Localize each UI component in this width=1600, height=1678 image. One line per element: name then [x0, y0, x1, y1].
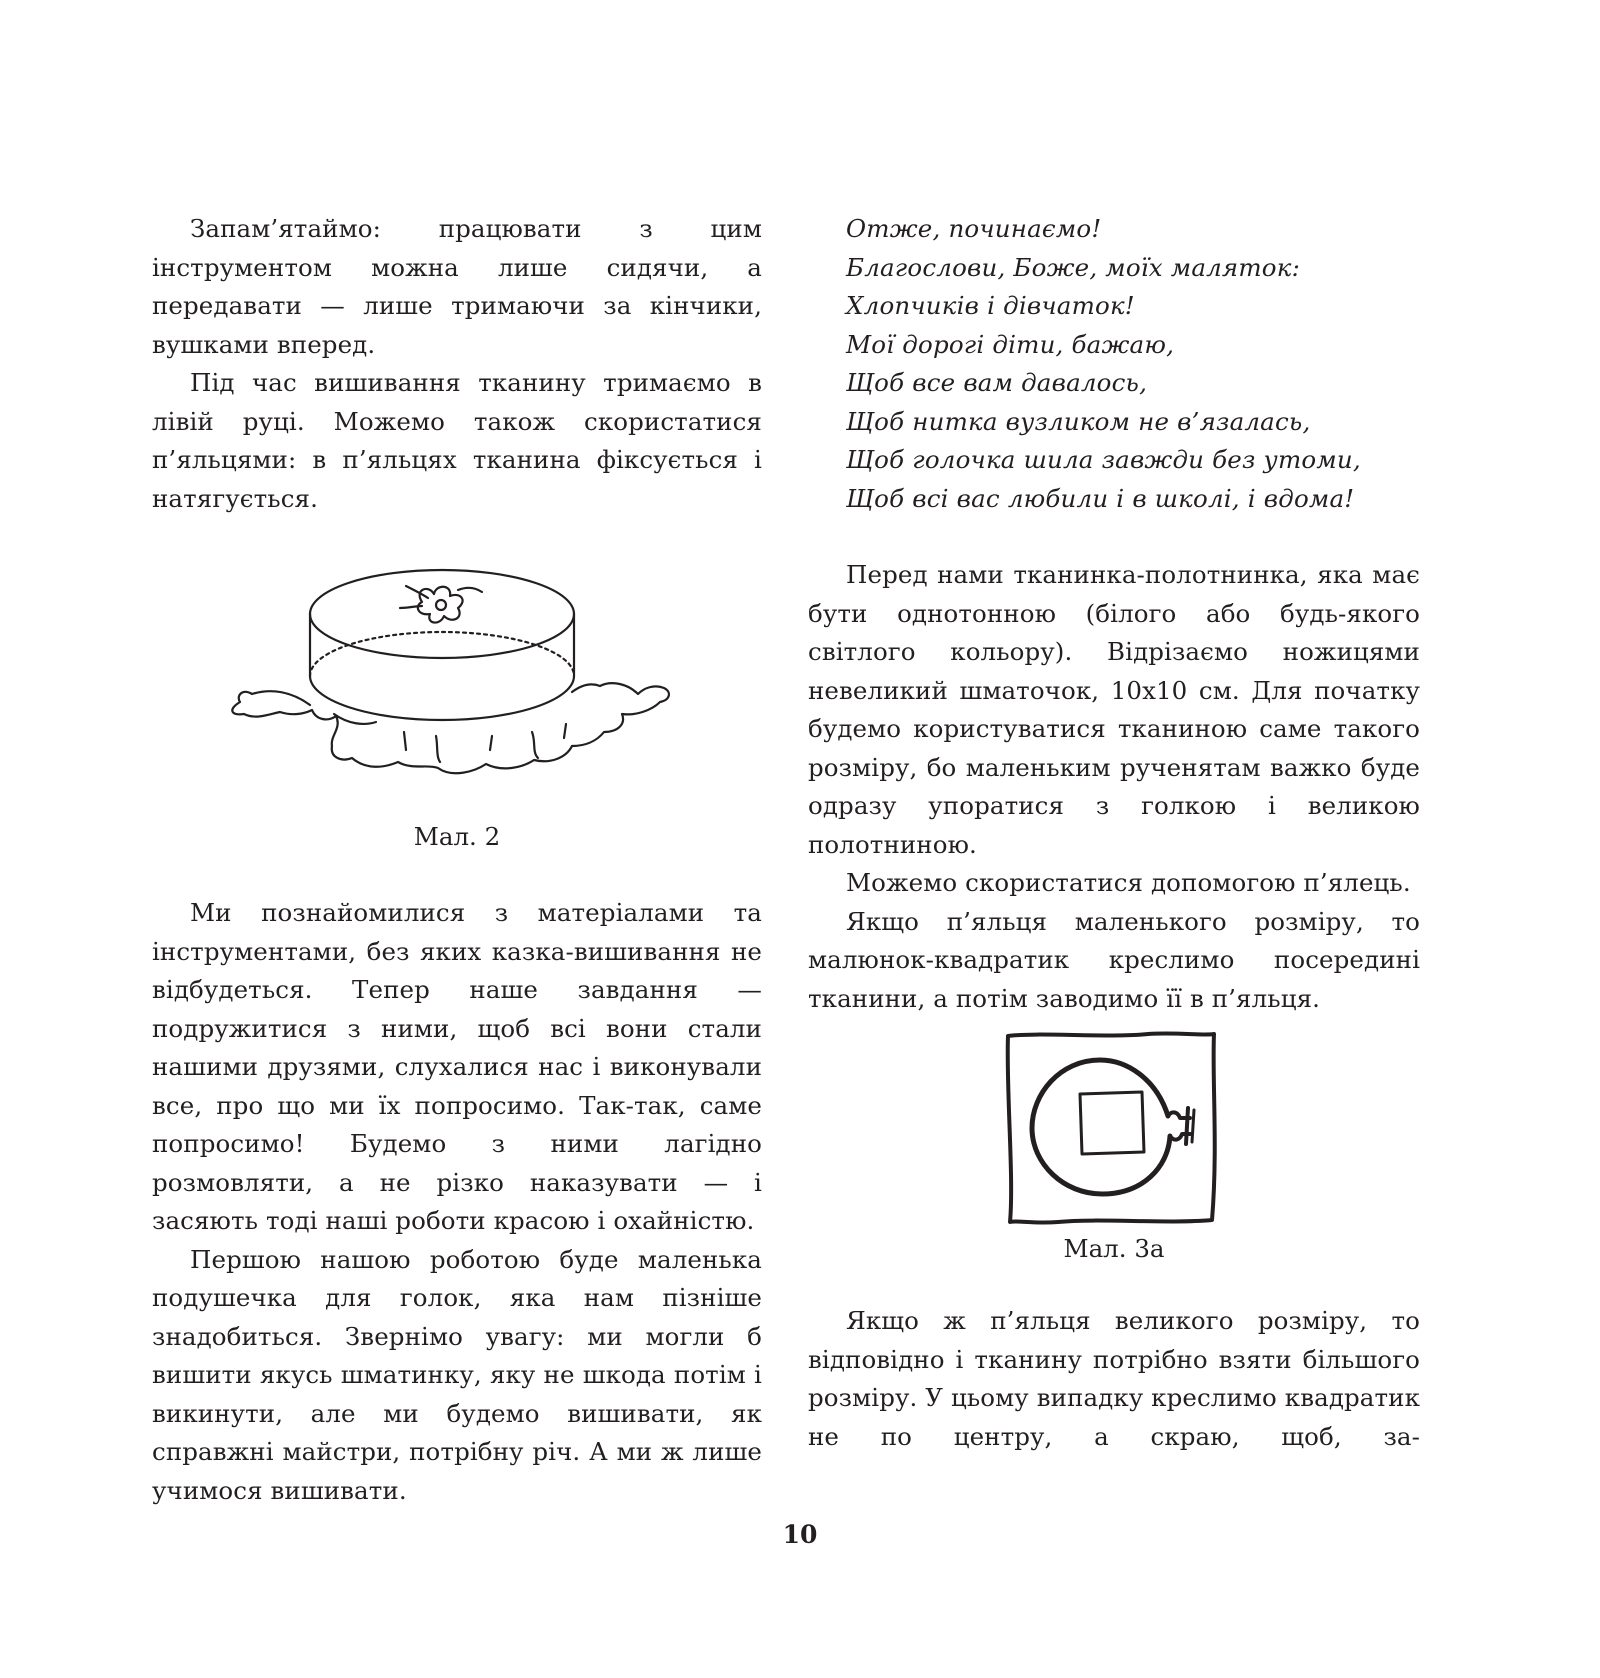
poem-line: Мої дорогі діти, бажаю,: [846, 329, 1175, 359]
figure-caption: Мал. 2: [413, 822, 501, 851]
paragraph: Можемо скористатися допомогою п’ялець.: [846, 868, 1411, 897]
right-column: [808, 210, 1420, 1456]
paragraph: Першою нашою роботою буде маленька подушечка для голок, яка нам пізніше знадобиться. Звернімо увагу: ми могли б вишити якусь шматинку, яку не шкода потім і викинути, але ми будемо вишивати, як справжні майстри, потрібну річ. А ми ж лише учимося вишивати.: [152, 1244, 762, 1505]
left-column: [152, 210, 762, 1510]
poem-line: Благослови, Боже, моїх маляток:: [846, 252, 1301, 282]
hoop-on-fabric-illustration: [152, 564, 762, 804]
paragraph: Перед нами тканинка-полотнинка, яка має бути однотонною (білого або будь-якого світлого кольору). Відрізаємо ножицями невеликий шматочок, 10х10 см. Для початку будемо користуватися тканиною саме такого розміру, бо маленьким рученятам важко буде одразу упоратися з голкою і великою полотниною.: [808, 560, 1420, 859]
poem-line: Щоб нитка вузликом не в’язалась,: [846, 406, 1311, 436]
poem-line: Хлопчиків і дівчаток!: [846, 291, 1135, 320]
poem: [846, 210, 1420, 518]
paragraph: Якщо ж п’яльця великого розміру, то відповідно і тканину потрібно взяти більшого розміру. У цьому випадку креслимо квадратик не по центру, а скраю, щоб, за-: [808, 1306, 1420, 1451]
paragraph: Запам’ятаймо: працювати з цим інструментом можна лише сидячи, а передавати — лише тримаючи за кінчики, вушками вперед.: [152, 214, 762, 359]
page-number: 10: [782, 1520, 818, 1549]
poem-line: Отже, починаємо!: [846, 214, 1102, 243]
poem-line: Щоб голочка шила завжди без утоми,: [846, 445, 1361, 474]
paragraph: Ми познайомилися з матеріалами та інструментами, без яких казка-вишивання не відбудеться. Тепер наше завдання — подружитися з ними, щоб всі вони стали нашими друзями, слухалися нас і виконували все, про що ми їх попросимо. Так-так, саме попросимо! Будемо з ними лагідно розмовляти, а не різко наказувати — і засяють тоді наші роботи красою і охайністю.: [152, 898, 762, 1235]
paragraph: Якщо п’яльця маленького розміру, то малюнок-квадратик креслимо посередині тканини, а потім заводимо її в п’яльця.: [808, 906, 1420, 1013]
poem-line: Щоб всі вас любили і в школі, і вдома!: [846, 483, 1355, 513]
figure-caption: Мал. 3а: [1063, 1234, 1165, 1263]
paragraph: Під час вишивання тканину тримаємо в лівій руці. Можемо також скористатися п’яльцями: в п’яльцях тканина фіксується і натягується.: [152, 368, 762, 513]
hoop-with-square-illustration: [808, 1028, 1420, 1228]
poem-line: Щоб все вам давалось,: [846, 368, 1148, 397]
